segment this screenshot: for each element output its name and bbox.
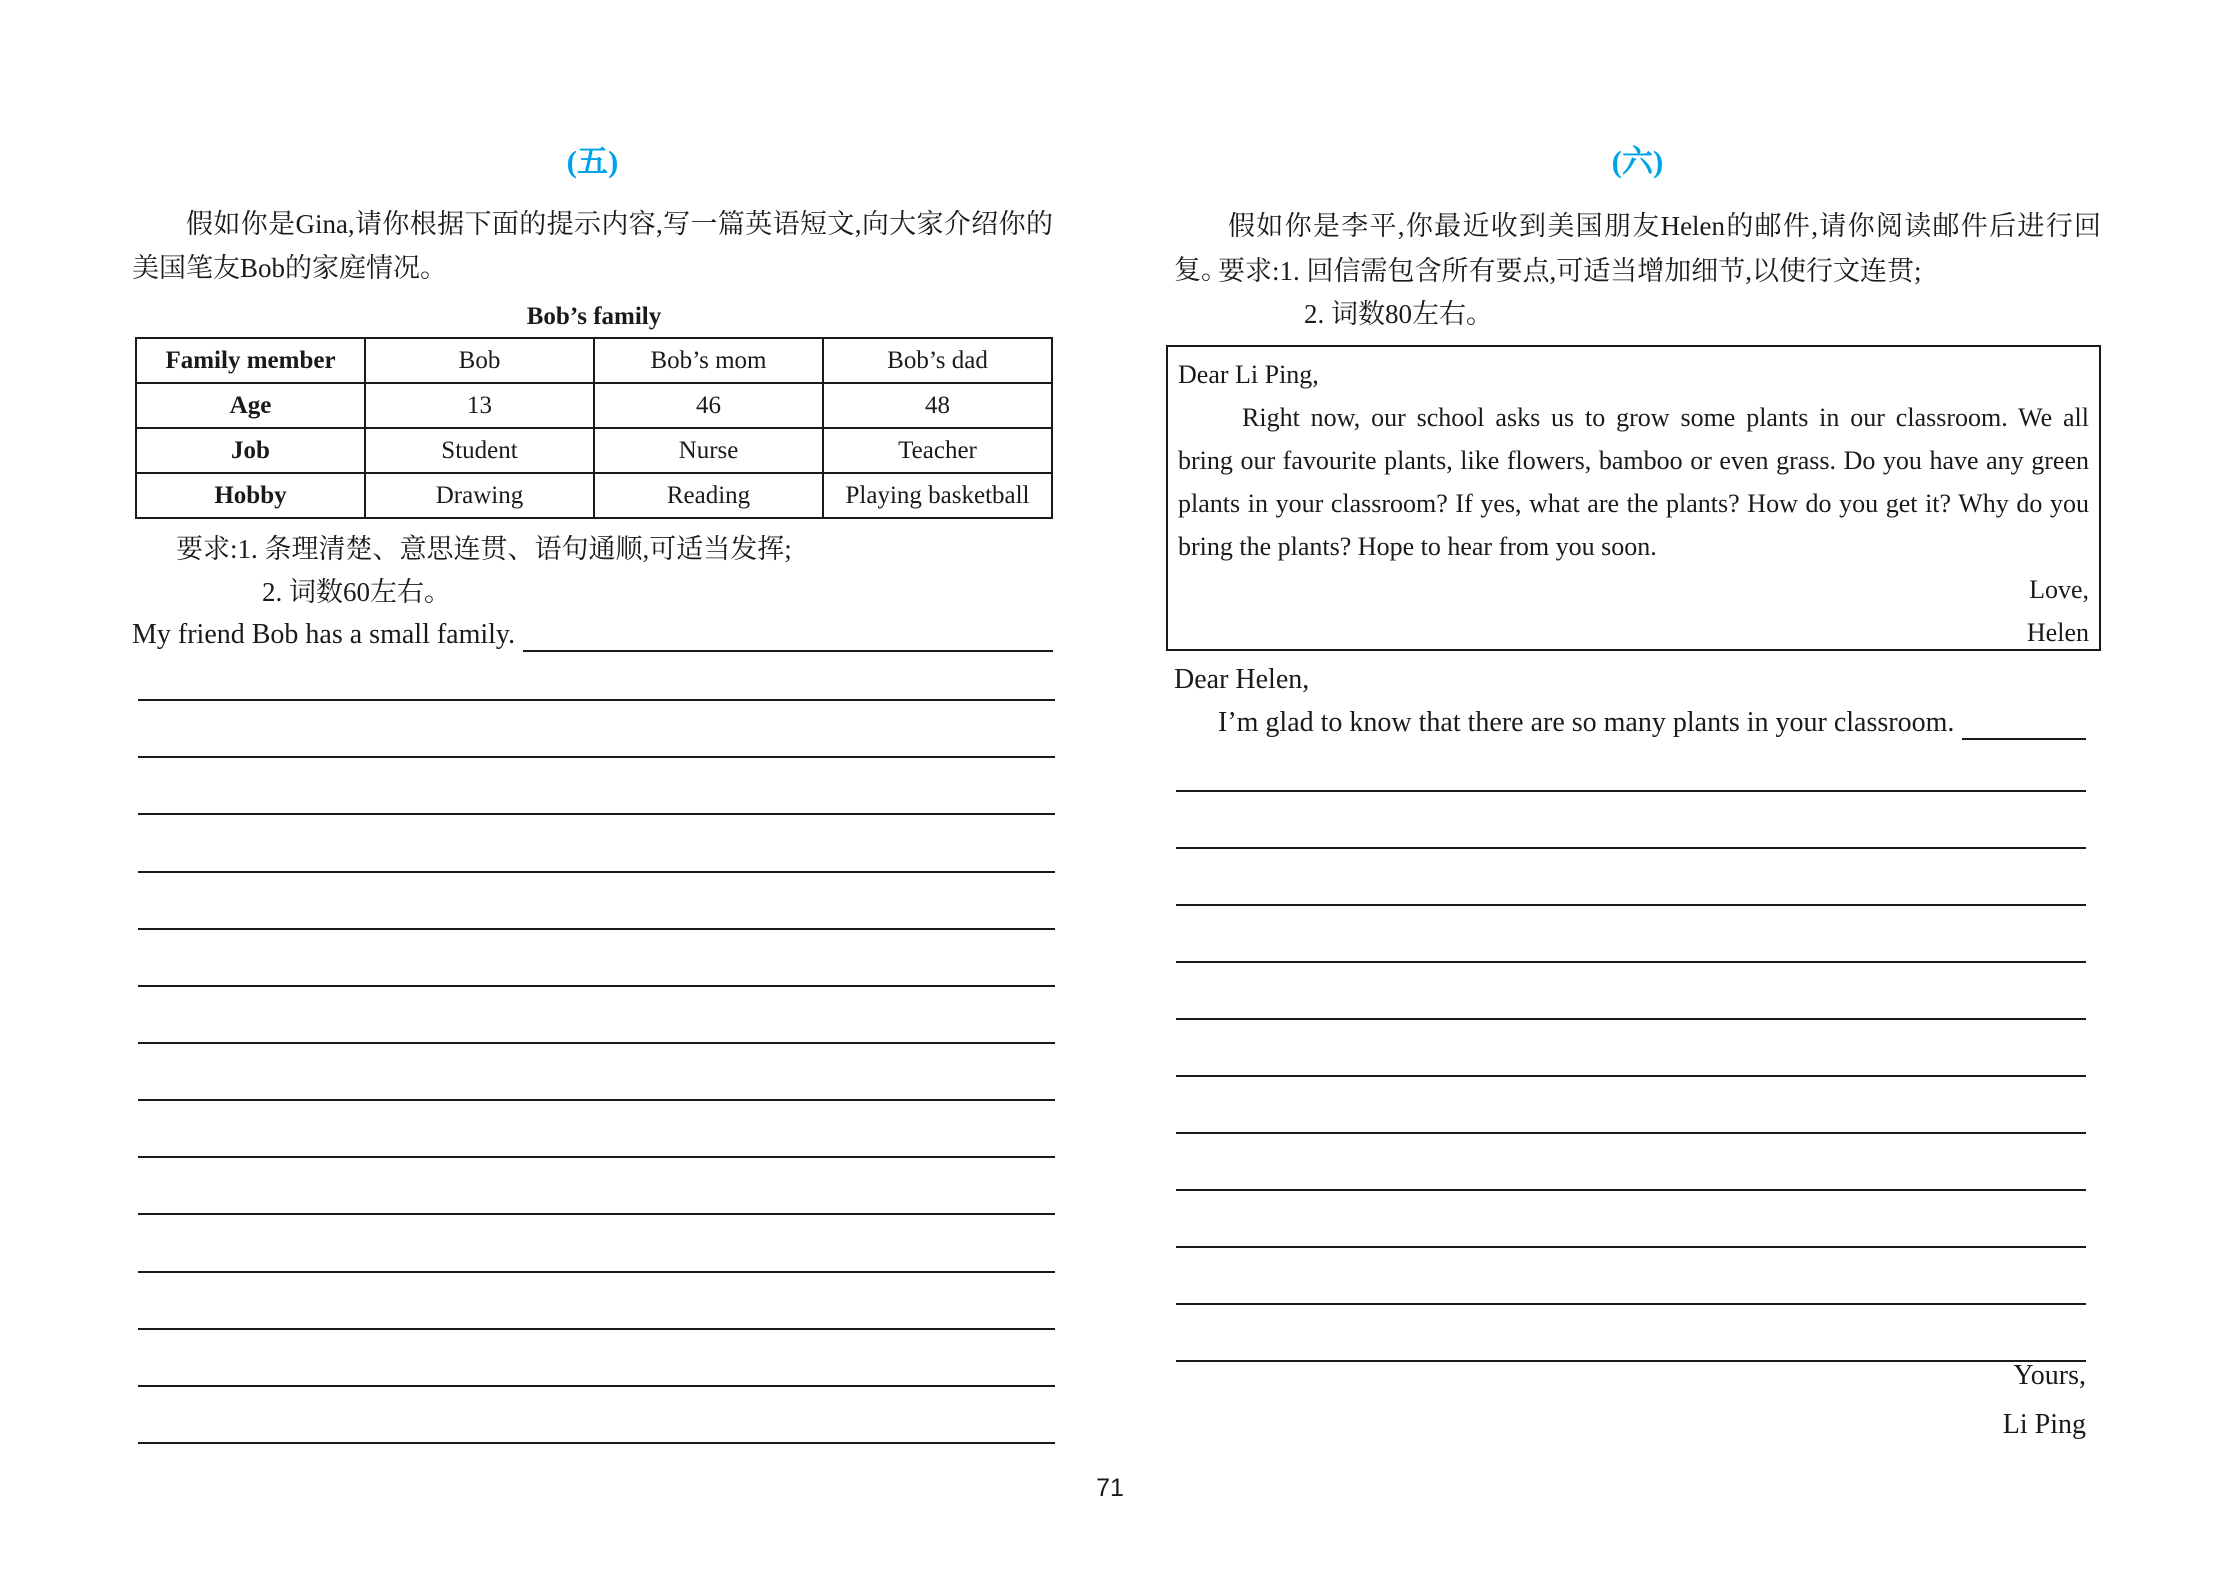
table-header-cell: Family member [136,338,365,383]
section-6-intro: 假如你是李平,你最近收到美国朋友Helen的邮件,请你阅读邮件后进行回复。 [1174,211,2101,285]
table-cell: 13 [365,383,594,428]
section-6-writing-lines [1176,735,2086,1362]
page-number: 71 [1096,1474,1124,1502]
section-6-requirement-2: 2. 词数80左右。 [1304,299,1493,329]
writing-line [138,930,1055,987]
table-cell: Reading [594,473,823,518]
reply-closing: Yours, [2013,1360,2086,1391]
writing-line [138,1387,1055,1444]
table-row [136,473,1052,518]
row-label: Age [136,383,365,428]
table-header-cell: Bob [365,338,594,383]
row-label: Job [136,428,365,473]
section-5-intro: 假如你是Gina,请你根据下面的提示内容,写一篇英语短文,向大家介绍你的美国笔友Bob的家庭情况。 [132,209,1053,283]
table-header-row [136,338,1052,383]
letter-body: Right now, our school asks us to grow some plants in our classroom. We all bring our favourite plants, like flowers, bamboo or even grass. Do you have any green plants in your classroom? If yes, what are the plants? How do you get it? Why do you bring the plants? Hope to hear from you soon. [1178,403,2089,561]
writing-line [1176,849,2086,906]
section-5-requirement-1: 要求:1. 条理清楚、意思连贯、语句通顺,可适当发挥; [176,534,792,564]
writing-line [138,701,1055,758]
section-5-requirement-2: 2. 词数60左右。 [262,577,451,607]
section-6-title: (六) [1611,144,1664,179]
table-cell: Drawing [365,473,594,518]
table-cell: 46 [594,383,823,428]
table-row [136,428,1052,473]
writing-line [138,873,1055,930]
letter-salutation: Dear Li Ping, [1178,360,1319,389]
row-label: Hobby [136,473,365,518]
table-header-cell: Bob’s mom [594,338,823,383]
writing-line [1176,1134,2086,1191]
writing-line [1176,1248,2086,1305]
table-cell: Teacher [823,428,1052,473]
table-cell: Student [365,428,594,473]
writing-line [1176,1020,2086,1077]
writing-line [138,1044,1055,1101]
reply-opening-sentence: I’m glad to know that there are so many plants in your classroom. [1218,707,1955,738]
writing-line [1176,735,2086,792]
section-5-opening-sentence: My friend Bob has a small family. [132,619,516,650]
writing-line [1176,963,2086,1020]
writing-line [138,1101,1055,1158]
reply-salutation: Dear Helen, [1174,664,1310,695]
table-cell: 48 [823,383,1052,428]
section-6-requirement-1: 要求:1. 回信需包含所有要点,可适当增加细节,以使行文连贯; [1218,256,1922,286]
writing-line [1176,1077,2086,1134]
table-cell: Nurse [594,428,823,473]
letter-closing: Love, [2029,575,2089,604]
table-cell: Playing basketball [823,473,1052,518]
writing-line [138,1158,1055,1215]
reply-signature: Li Ping [2002,1409,2086,1440]
writing-line [138,1330,1055,1387]
table-header-cell: Bob’s dad [823,338,1052,383]
writing-line [138,1215,1055,1272]
letter-signature: Helen [2026,618,2089,647]
writing-line [138,1273,1055,1330]
table-row [136,383,1052,428]
bobs-family-table [135,337,1053,519]
writing-line [138,758,1055,815]
section-5-title: (五) [566,144,619,179]
section-5-writing-lines [138,644,1055,1444]
writing-line [1176,906,2086,963]
writing-line [138,815,1055,872]
writing-line [1176,1191,2086,1248]
writing-line [138,644,1055,701]
table-title: Bob’s family [526,303,662,330]
writing-line [138,987,1055,1044]
helen-letter-box [1166,345,2101,651]
writing-line [1176,792,2086,849]
